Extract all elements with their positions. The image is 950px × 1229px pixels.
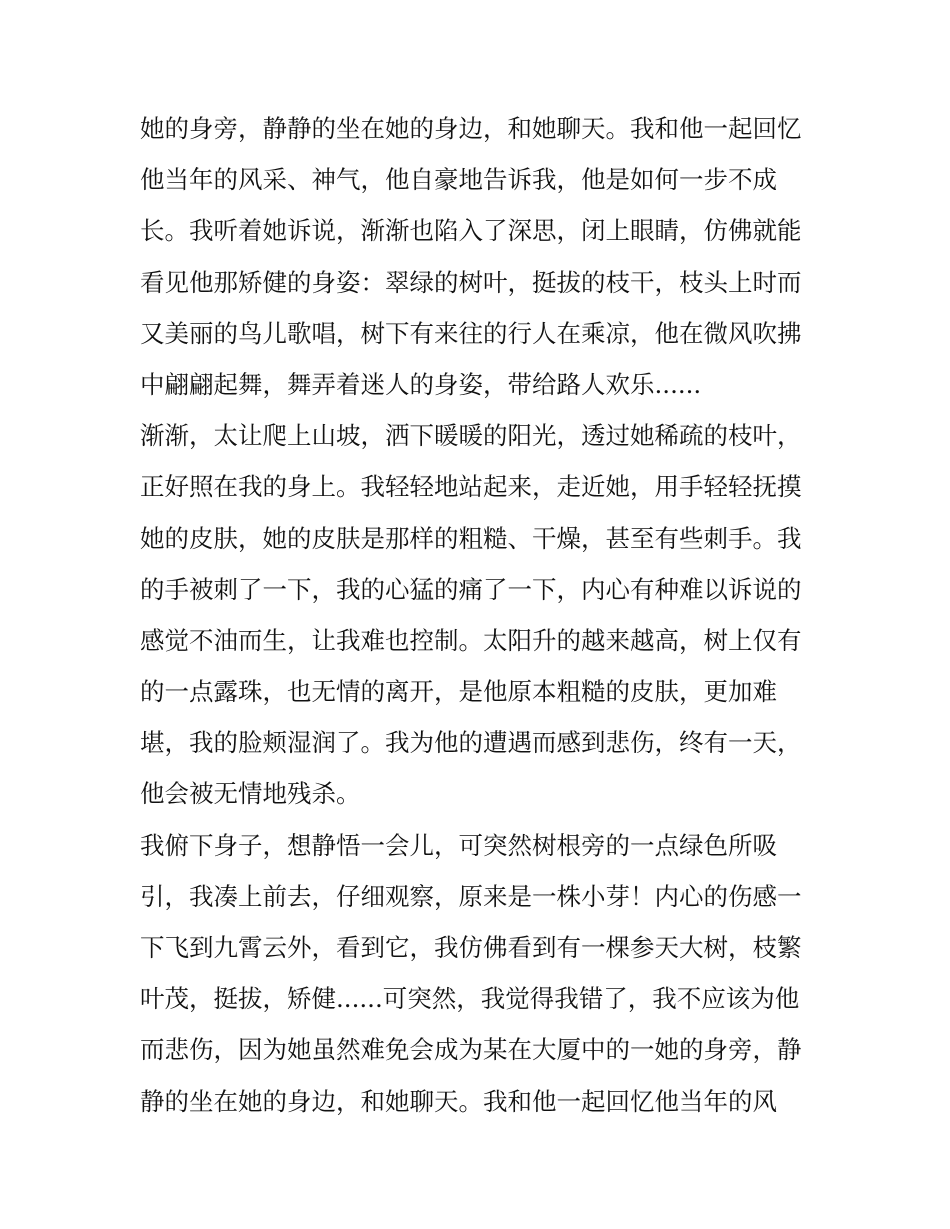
text-line: 她的皮肤，她的皮肤是那样的粗糙、干燥，甚至有些刺手。我 — [140, 523, 802, 553]
text-line: 的一点露珠，也无情的离开，是他原本粗糙的皮肤，更加难 — [140, 677, 777, 707]
text-line: 他会被无情地残杀。 — [140, 779, 361, 809]
text-line: 长。我听着她诉说，渐渐也陷入了深思，闭上眼睛，仿佛就能 — [140, 216, 802, 246]
text-line: 中翩翩起舞，舞弄着迷人的身姿，带给路人欢乐...... — [140, 369, 702, 399]
text-line: 渐渐，太让爬上山坡，洒下暖暖的阳光，透过她稀疏的枝叶， — [140, 421, 802, 451]
text-line: 的手被刺了一下，我的心猛的痛了一下，内心有种难以诉说的 — [140, 574, 802, 604]
text-line: 又美丽的鸟儿歌唱，树下有来往的行人在乘凉，他在微风吹拂 — [140, 318, 802, 348]
text-line: 她的身旁，静静的坐在她的身边，和她聊天。我和他一起回忆 — [140, 114, 802, 143]
text-line: 静的坐在她的身边，和她聊天。我和他一起回忆他当年的风 — [140, 1086, 777, 1116]
text-line: 而悲伤，因为她虽然难免会成为某在大厦中的一她的身旁，静 — [140, 1035, 802, 1065]
text-line: 感觉不油而生，让我难也控制。太阳升的越来越高，树上仅有 — [140, 625, 802, 655]
text-line: 他当年的风采、神气，他自豪地告诉我，他是如何一步不成 — [140, 165, 777, 195]
text-line: 看见他那矫健的身姿：翠绿的树叶，挺拔的枝干，枝头上时而 — [140, 267, 802, 297]
text-line: 堪，我的脸颊湿润了。我为他的遭遇而感到悲伤，终有一天， — [140, 728, 802, 758]
text-line: 叶茂，挺拔，矫健......可突然，我觉得我错了，我不应该为他 — [140, 984, 800, 1014]
text-line: 我俯下身子，想静悟一会儿，可突然树根旁的一点绿色所吸 — [140, 830, 777, 860]
text-line: 正好照在我的身上。我轻轻地站起来，走近她，用手轻轻抚摸 — [140, 472, 802, 502]
text-line: 引，我凑上前去，仔细观察，原来是一株小芽！内心的伤感一 — [140, 881, 802, 911]
text-line: 下飞到九霄云外，看到它，我仿佛看到有一棵参天大树，枝繁 — [140, 933, 802, 962]
body-text — [140, 103, 820, 1127]
